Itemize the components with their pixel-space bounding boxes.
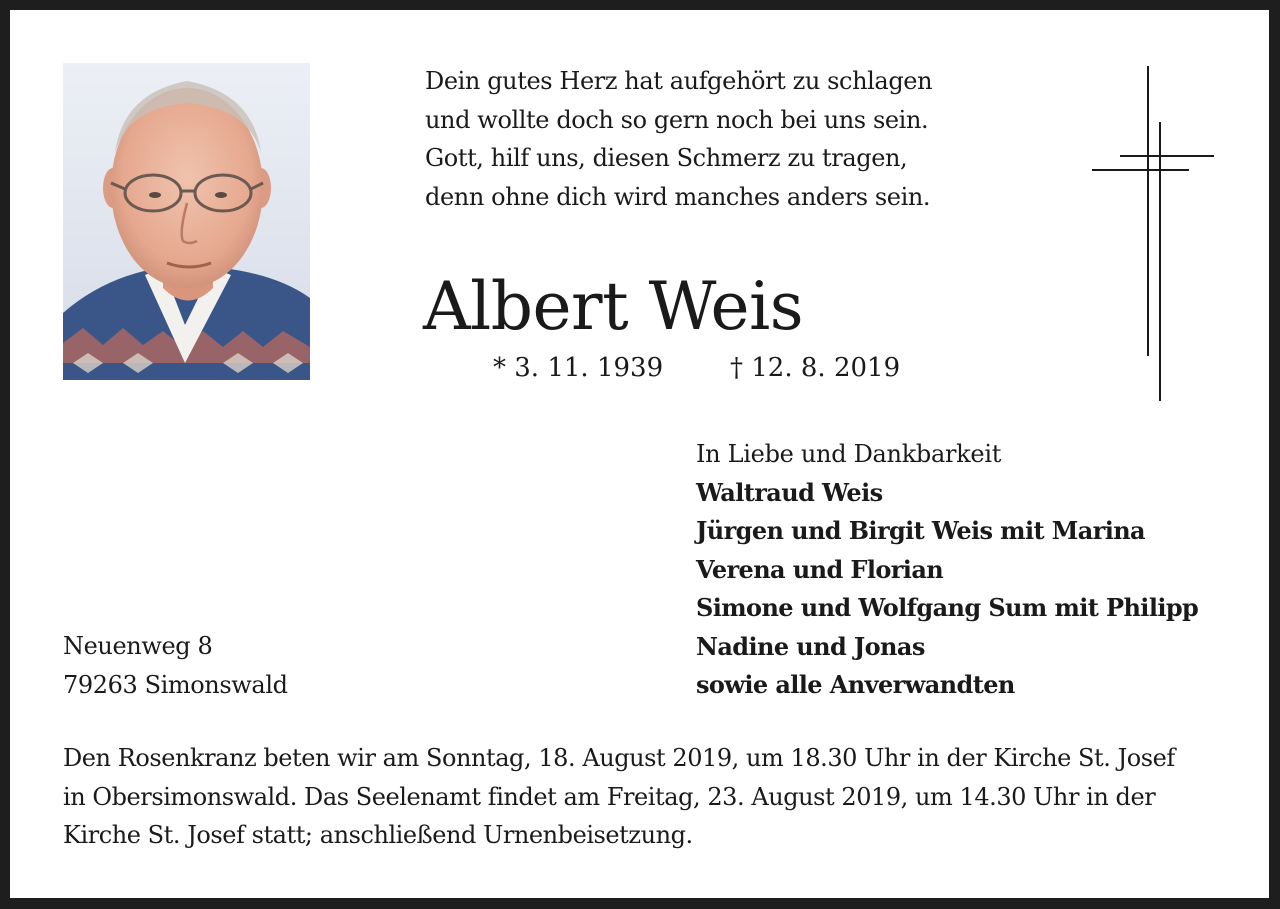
birth-date: * 3. 11. 1939 — [493, 353, 664, 383]
cross-icon — [1092, 66, 1217, 410]
mourners-list — [696, 435, 1198, 705]
service-line: Kirche St. Josef statt; anschließend Urnenbeisetzung. — [63, 821, 693, 849]
life-dates — [493, 350, 901, 386]
address-city: 79263 Simonswald — [63, 670, 288, 699]
service-line: Den Rosenkranz beten wir am Sonntag, 18. August 2019, um 18.30 Uhr in der Kirche St. Josef — [63, 744, 1175, 772]
address-street: Neuenweg 8 — [63, 632, 213, 660]
mourner-name: Jürgen und Birgit Weis mit Marina — [696, 516, 1146, 545]
family-address — [63, 627, 288, 704]
mourner-name: Nadine und Jonas — [696, 631, 925, 661]
deceased-name: Albert Weis — [422, 268, 804, 345]
verse-line: Gott, hilf uns, diesen Schmerz zu tragen, — [425, 144, 908, 172]
mourner-name: Waltraud Weis — [696, 477, 883, 507]
mourner-name: Simone und Wolfgang Sum mit Philipp — [696, 593, 1199, 622]
death-date: † 12. 8. 2019 — [730, 353, 901, 383]
verse-line: denn ohne dich wird manches anders sein. — [425, 182, 931, 211]
verse-line: und wollte doch so gern noch bei uns sein. — [425, 105, 929, 134]
mourners-intro: In Liebe und Dankbarkeit — [696, 440, 1002, 468]
service-line: in Obersimonswald. Das Seelenamt findet am Freitag, 23. August 2019, um 14.30 Uhr in der — [63, 782, 1156, 811]
mourner-name: sowie alle Anverwandten — [696, 670, 1015, 699]
mourner-name: Verena und Florian — [696, 554, 944, 584]
service-details — [63, 739, 1175, 855]
verse-line: Dein gutes Herz hat aufgehört zu schlagen — [425, 67, 933, 95]
obituary-notice — [10, 10, 1269, 898]
memorial-verse — [425, 62, 932, 216]
